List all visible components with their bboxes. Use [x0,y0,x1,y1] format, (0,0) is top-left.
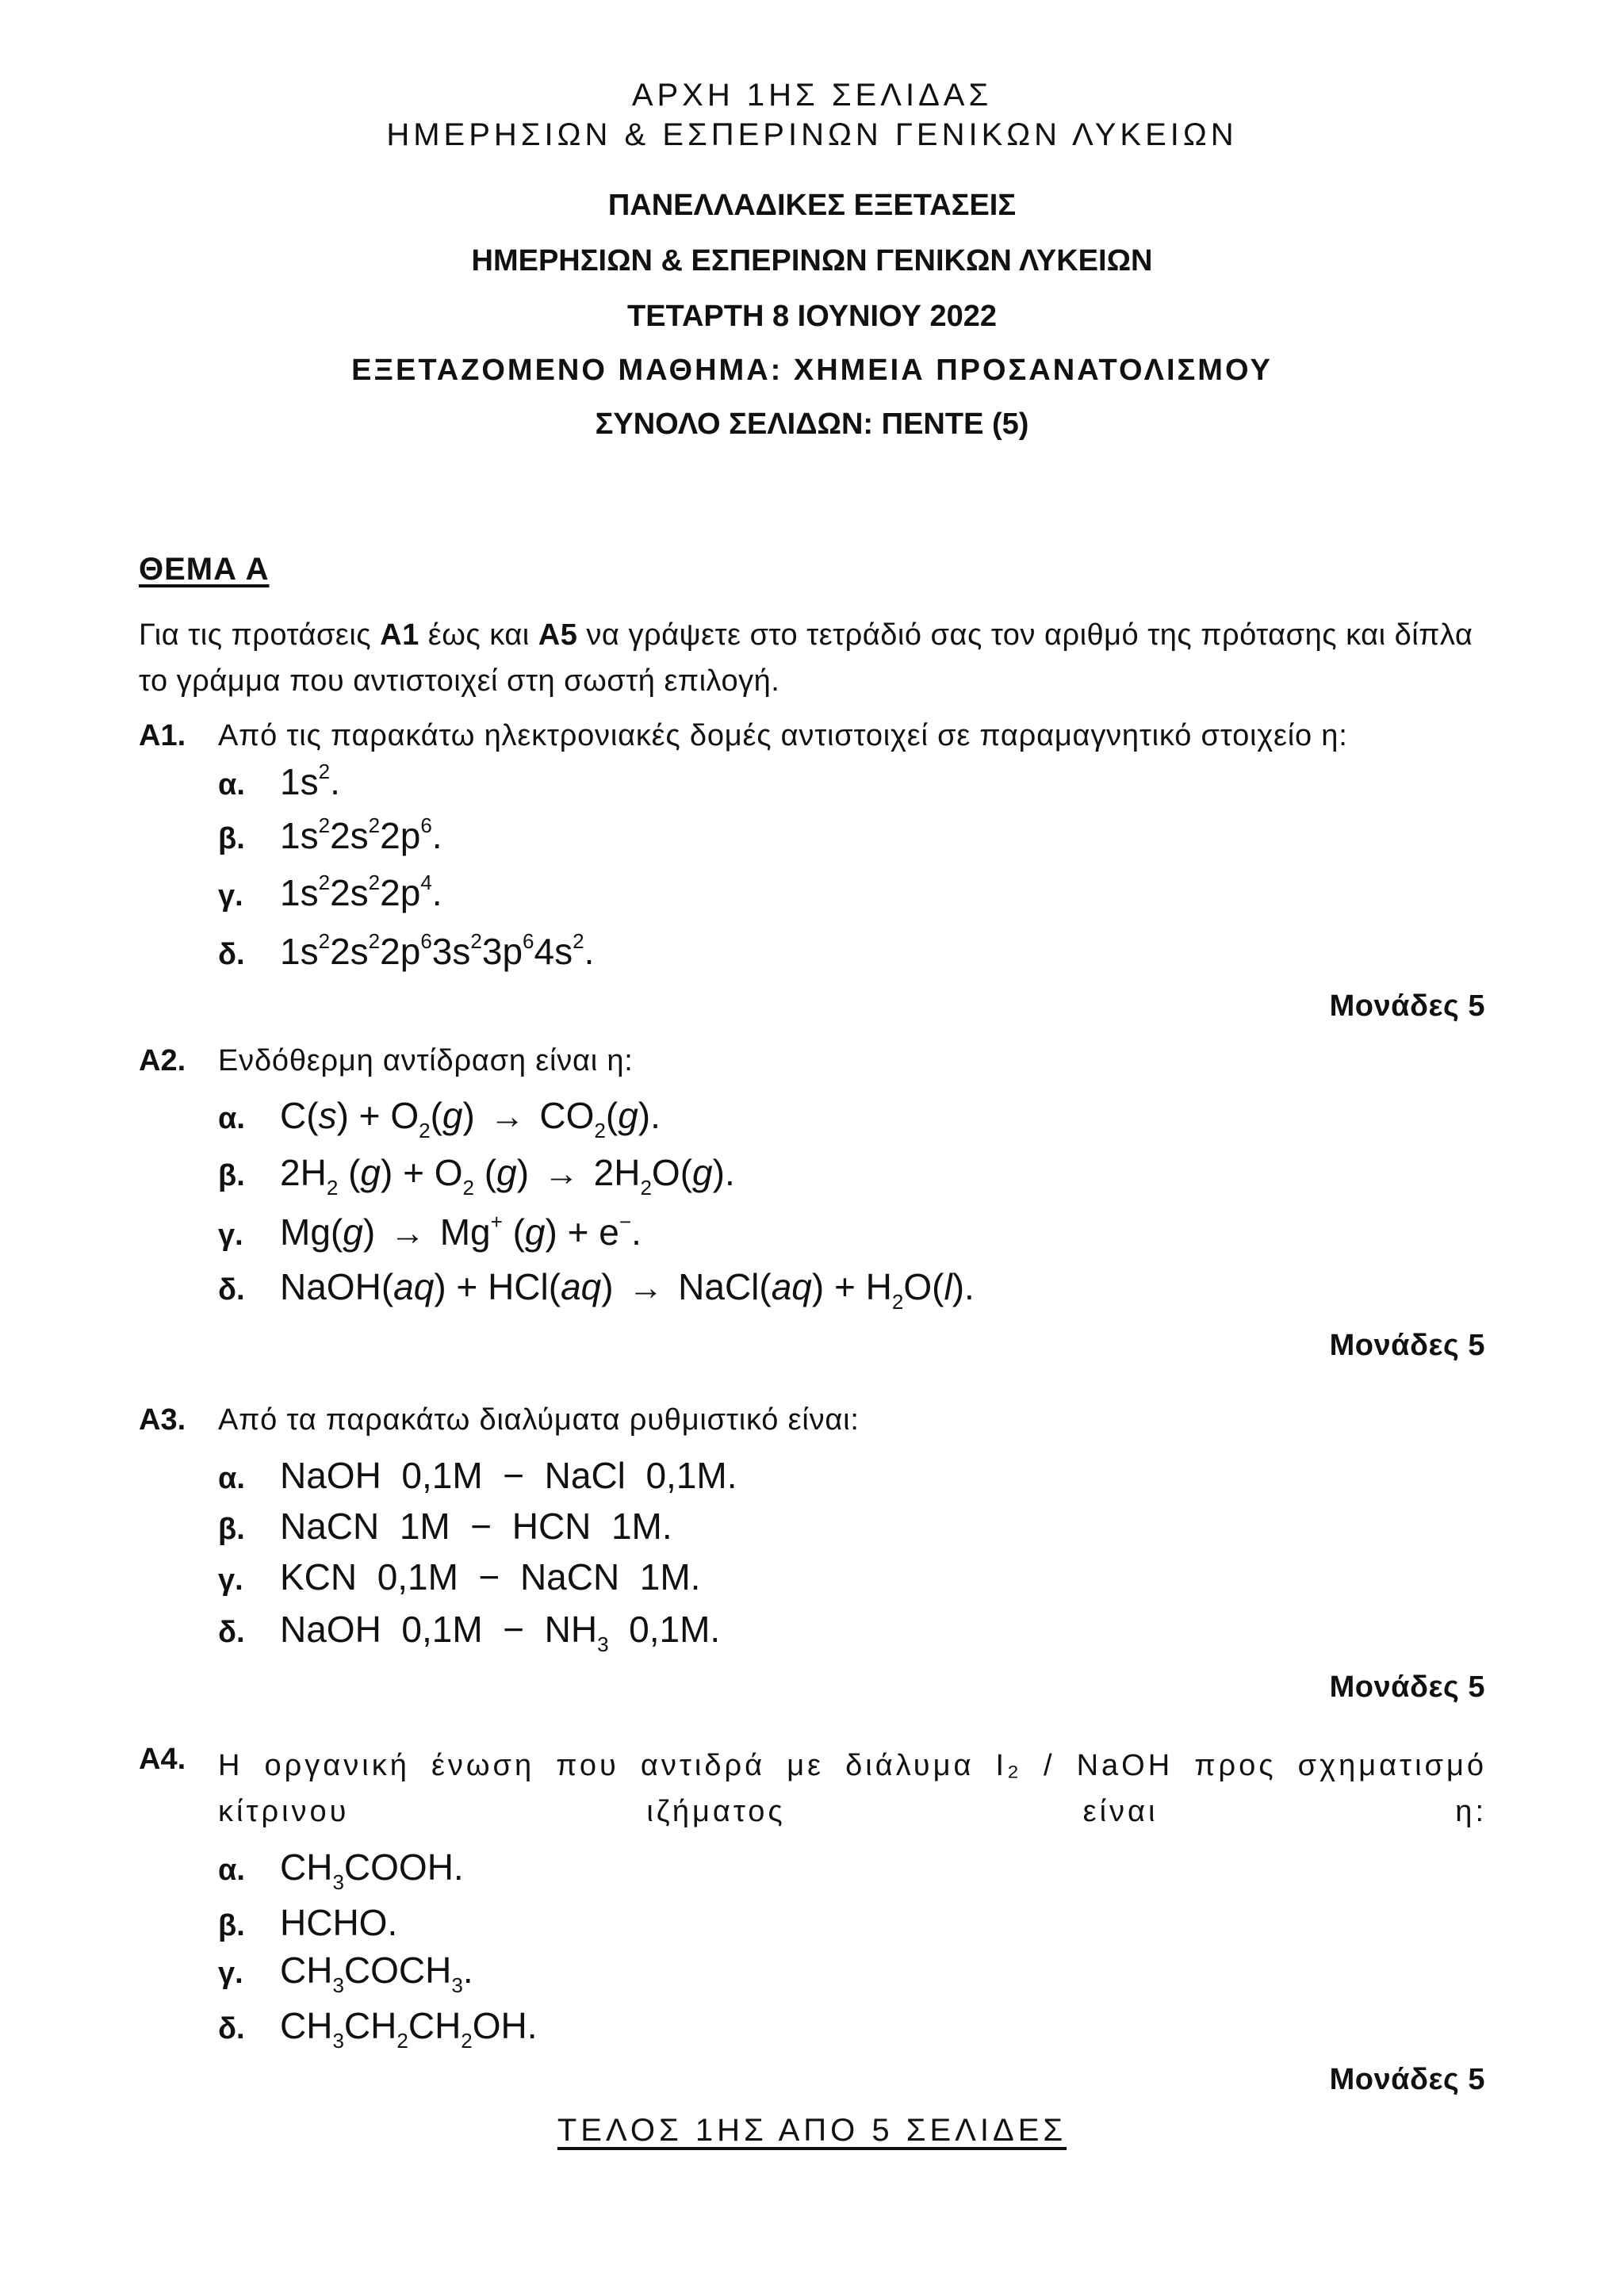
question-text-a2: Ενδόθερμη αντίδραση είναι η: [218,1044,634,1077]
a3-option-c: γ. KCN 0,1M − NaCN 1M. [218,1556,701,1598]
a3-option-b: β. NaCN 1M − HCN 1M. [218,1506,672,1547]
a4-option-a: α. $CH_3COOH$. [218,1846,464,1894]
exam-date: ΤΕΤΑΡΤΗ 8 ΙΟΥΝΙΟΥ 2022 [627,300,997,333]
a2-option-b: β. $2H_2$ $(g) + O_2$ $(g) \to 2H_2O(g)$. [218,1152,735,1200]
a1-option-c: γ. $1s^22s^22p^4$. [218,871,442,913]
question-label-a4: Α4. [139,1743,186,1776]
theme-title: ΘΕΜΑ Α [139,552,270,587]
exam-subject: ΕΞΕΤΑΖΟΜΕΝΟ ΜΑΘΗΜΑ: ΧΗΜΕΙΑ ΠΡΟΣΑΝΑΤΟΛΙΣΜΟΥ [351,354,1273,387]
theme-intro: Για τις προτάσεις Α1 έως και Α5 να γράψετε στο τετράδιό σας τον αριθμό της πρότασης και δίπλα το γράμμα που αντιστοιχεί στη σωστή επιλογή. [139,618,1473,698]
page-header-line2: ΗΜΕΡΗΣΙΩΝ & ΕΣΠΕΡΙΝΩΝ ΓΕΝΙΚΩΝ ΛΥΚΕΙΩΝ [386,117,1238,152]
a1-option-a: α. $1s^2$. [218,760,340,802]
exam-title: ΠΑΝΕΛΛΑΔΙΚΕΣ ΕΞΕΤΑΣΕΙΣ [607,189,1017,222]
a3-score: Μονάδες 5 [1329,1670,1485,1704]
question-text-a3: Από τα παρακάτω διαλύματα ρυθμιστικό είναι: [218,1403,860,1437]
page-footer: ΤΕΛΟΣ 1ΗΣ ΑΠΟ 5 ΣΕΛΙΔΕΣ [557,2113,1067,2148]
exam-schools: ΗΜΕΡΗΣΙΩΝ & ΕΣΠΕΡΙΝΩΝ ΓΕΝΙΚΩΝ ΛΥΚΕΙΩΝ [471,244,1153,277]
a2-option-c: γ. Mg(g) → Mg+ (g) + e−. [218,1210,642,1253]
a3-option-d: δ. NaOH $0,1M - NH_3$ 0,1M. [218,1609,721,1656]
question-text-a1: Από τις παρακάτω ηλεκτρονιακές δομές αντιστοιχεί σε παραμαγνητικό στοιχείο η: [218,719,1348,752]
a2-score: Μονάδες 5 [1329,1329,1485,1362]
a2-option-a: α. $C(s) + O_2(g) \to CO_2(g)$. [218,1095,661,1142]
a4-option-c: γ. $CH_3COCH_3$. [218,1950,473,1997]
a4-option-b: β. HCHO. [218,1902,398,1943]
a4-option-d: δ. $CH_3CH_2CH_2OH$. [218,2005,538,2053]
a3-option-a: α. NaOH 0,1M − NaCl 0,1M. [218,1455,737,1496]
a1-option-b: β. $1s^22s^22p^6$. [218,813,442,856]
a4-score: Μονάδες 5 [1329,2063,1485,2096]
exam-page-count: ΣΥΝΟΛΟ ΣΕΛΙΔΩΝ: ΠΕΝΤΕ (5) [595,408,1029,441]
a2-option-d: δ. NaOH(aq) + HCl(aq) → NaCl(aq) + $H_2O(l)$. [218,1266,975,1314]
a1-score: Μονάδες 5 [1329,989,1485,1023]
question-label-a3: Α3. [139,1403,186,1437]
question-text-a4: Η οργανική ένωση που αντιδρά με διάλυμα I₂ / NaOH προς σχηματισμό κίτρινου ιζήματος είναι η: [218,1749,1487,1828]
a1-option-d: δ. $1s^22s^22p^63s^23p^64s^2$. [218,929,595,972]
question-label-a1: Α1. [139,719,186,752]
page-header-line1: ΑΡΧΗ 1ΗΣ ΣΕΛΙΔΑΣ [631,78,993,113]
question-label-a2: Α2. [139,1044,186,1077]
